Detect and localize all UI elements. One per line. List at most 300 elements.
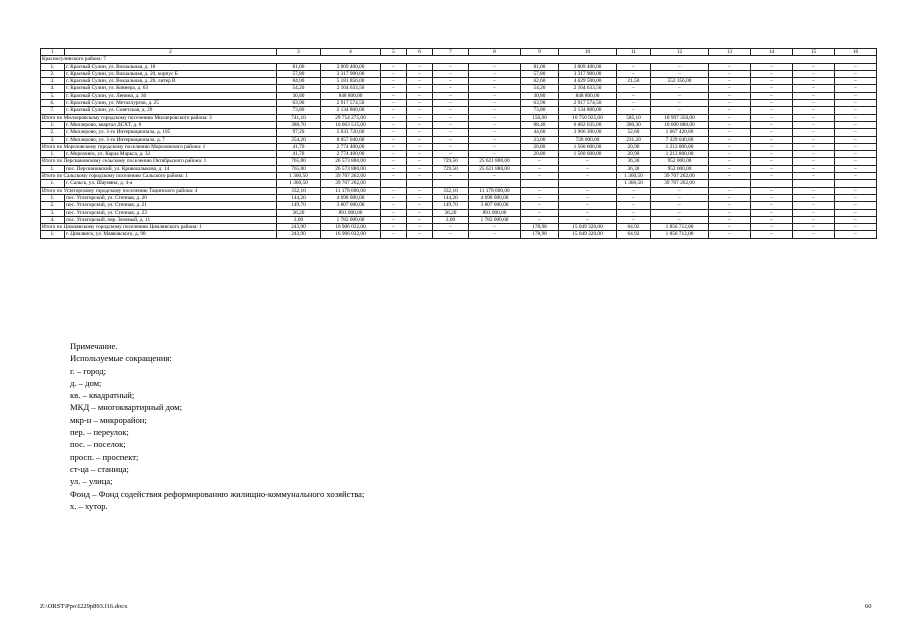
table-cell: 6 062 635,00: [559, 121, 617, 128]
table-cell: 765,80: [277, 158, 321, 165]
table-cell: 54,20: [521, 85, 559, 92]
table-cell: –: [381, 194, 407, 201]
table-cell: –: [407, 63, 433, 70]
table-cell: –: [469, 63, 521, 70]
table-cell: –: [793, 92, 835, 99]
subtotal-row: [41, 114, 877, 121]
table-cell: –: [381, 143, 407, 150]
table-cell: –: [521, 209, 559, 216]
address-cell: пос. Персиановский, ул. Кривошлыкова, д. 14: [65, 165, 277, 172]
table-cell: –: [751, 85, 793, 92]
table-cell: 585,10: [617, 114, 651, 121]
table-cell: 39 707 262,00: [651, 180, 709, 187]
table-cell: 54,20: [277, 85, 321, 92]
table-cell: 11 178 000,00: [469, 187, 521, 194]
table-cell: –: [835, 187, 877, 194]
table-cell: –: [793, 202, 835, 209]
table-cell: –: [835, 202, 877, 209]
table-cell: 2 774 400,00: [321, 143, 381, 150]
table-cell: 88,40: [521, 121, 559, 128]
table-row: [41, 107, 877, 114]
table-cell: –: [709, 158, 751, 165]
address-cell: пос. Углегорский, ул. Степная, д. 23: [65, 209, 277, 216]
table-cell: –: [433, 78, 469, 85]
table-cell: –: [433, 63, 469, 70]
note-line: Используемые сокращения:: [70, 353, 172, 364]
table-cell: –: [381, 187, 407, 194]
subtotal-title: Итого по Персиановскому сельскому поселению Октябрьского района: 1: [41, 158, 277, 165]
table-cell: –: [469, 173, 521, 180]
address-cell: г. Миллерово, ул. 3-го Интернационала, д. 105: [65, 129, 277, 136]
table-cell: 25 621 880,00: [469, 158, 521, 165]
table-cell: 5 633 720,00: [321, 129, 381, 136]
table-cell: 41,70: [277, 143, 321, 150]
table-cell: 149,70: [433, 202, 469, 209]
table-cell: 73,80: [521, 107, 559, 114]
address-cell: г. Красный Сулин, ул. Советская, д. 29: [65, 107, 277, 114]
table-cell: –: [709, 114, 751, 121]
table-cell: –: [793, 231, 835, 238]
table-cell: 848 800,00: [321, 92, 381, 99]
table-cell: [559, 180, 617, 187]
table-cell: –: [793, 136, 835, 143]
table-cell: –: [751, 129, 793, 136]
table-cell: 4 698 000,00: [321, 194, 381, 201]
table-cell: –: [709, 224, 751, 231]
table-cell: 26 573 880,00: [321, 165, 381, 172]
column-number: 15: [793, 49, 835, 56]
table-row: [41, 85, 877, 92]
table-cell: 20,80: [521, 143, 559, 150]
note-line: МКД – многоквартирный дом;: [70, 402, 182, 413]
table-cell: –: [793, 209, 835, 216]
table-cell: –: [651, 70, 709, 77]
table-row: [41, 151, 877, 158]
table-cell: 15 049 320,00: [559, 231, 617, 238]
subtotal-row: [41, 187, 877, 194]
table-cell: 3 009 400,00: [559, 63, 617, 70]
table-cell: –: [469, 114, 521, 121]
table-cell: –: [407, 209, 433, 216]
table-cell: –: [381, 209, 407, 216]
table-row: [41, 129, 877, 136]
table-row: [41, 209, 877, 216]
table-cell: –: [751, 165, 793, 172]
table-cell: –: [751, 231, 793, 238]
table-cell: –: [835, 114, 877, 121]
address-cell: г. Красный Сулин, ул. Ковнера, д. 63: [65, 85, 277, 92]
table-cell: –: [469, 129, 521, 136]
column-number: 10: [559, 49, 617, 56]
table-cell: –: [469, 85, 521, 92]
table-cell: –: [407, 136, 433, 143]
table-cell: –: [835, 194, 877, 201]
table-cell: –: [469, 107, 521, 114]
group-header-row: [41, 56, 877, 63]
table-cell: [469, 180, 521, 187]
table-cell: 3 317 900,00: [321, 70, 381, 77]
table-cell: –: [559, 194, 617, 201]
table-row: [41, 70, 877, 77]
table-cell: 149,70: [277, 202, 321, 209]
table-cell: –: [835, 173, 877, 180]
subtotal-title: Итого по Сальскому городскому поселению Сальского района: 1: [41, 173, 277, 180]
row-index: 6.: [41, 100, 65, 107]
table-cell: –: [407, 216, 433, 223]
table-cell: –: [407, 224, 433, 231]
table-cell: –: [433, 136, 469, 143]
table-cell: –: [381, 151, 407, 158]
row-index: 3.: [41, 136, 65, 143]
table-cell: 388,70: [277, 121, 321, 128]
table-cell: 18 997 350,00: [651, 114, 709, 121]
table-cell: –: [381, 173, 407, 180]
table-cell: 97,20: [277, 129, 321, 136]
table-cell: –: [651, 187, 709, 194]
note-line: д. – дом;: [70, 377, 102, 388]
table-cell: 178,98: [521, 231, 559, 238]
table-cell: –: [835, 231, 877, 238]
table-cell: –: [381, 202, 407, 209]
table-cell: –: [407, 202, 433, 209]
table-cell: 73,80: [277, 107, 321, 114]
table-cell: 11 178 000,00: [321, 187, 381, 194]
table-cell: –: [651, 202, 709, 209]
table-cell: –: [709, 231, 751, 238]
table-row: [41, 216, 877, 223]
table-cell: 765,80: [277, 165, 321, 172]
table-cell: –: [521, 158, 559, 165]
table-row: [41, 136, 877, 143]
table-cell: –: [381, 107, 407, 114]
table-cell: –: [709, 151, 751, 158]
table-cell: 729,50: [433, 158, 469, 165]
row-index: 1.: [41, 151, 65, 158]
abbreviations-note: [70, 340, 364, 512]
table-cell: –: [793, 194, 835, 201]
table-cell: –: [709, 129, 751, 136]
table-cell: –: [651, 92, 709, 99]
table-cell: 36,30: [617, 158, 651, 165]
table-cell: 8 057 040,00: [321, 136, 381, 143]
table-cell: –: [835, 151, 877, 158]
table-cell: –: [617, 216, 651, 223]
table-cell: 1 782 000,00: [321, 216, 381, 223]
table-cell: –: [521, 194, 559, 201]
note-line: пер. – переулок;: [70, 427, 129, 438]
table-cell: –: [469, 231, 521, 238]
table-cell: –: [651, 85, 709, 92]
table-cell: –: [407, 231, 433, 238]
note-line: кв. – квадратный;: [70, 390, 135, 401]
table-cell: 21,50: [617, 78, 651, 85]
address-cell: г. Красный Сулин, ул. Вокзальная, д. 20, корпус Б: [65, 70, 277, 77]
table-cell: –: [433, 92, 469, 99]
table-cell: [433, 180, 469, 187]
table-cell: –: [651, 107, 709, 114]
table-cell: –: [407, 100, 433, 107]
table-cell: –: [835, 209, 877, 216]
subtotal-title: Итого по Морозовскому городскому поселению Морозовского района: 1: [41, 143, 277, 150]
column-number: 16: [835, 49, 877, 56]
table-cell: –: [469, 78, 521, 85]
table-cell: –: [751, 121, 793, 128]
table-cell: –: [433, 100, 469, 107]
column-number: 7: [433, 49, 469, 56]
table-cell: –: [835, 70, 877, 77]
table-cell: 81,00: [277, 63, 321, 70]
table-cell: 10 000 880,00: [651, 121, 709, 128]
table-cell: –: [559, 187, 617, 194]
table-cell: –: [835, 158, 877, 165]
table-cell: 36,20: [277, 209, 321, 216]
table-cell: –: [521, 202, 559, 209]
table-cell: –: [469, 100, 521, 107]
table-cell: 26 573 880,00: [321, 158, 381, 165]
table-cell: –: [407, 129, 433, 136]
address-cell: пос. Углегорский, пер. Зеленый, д. 11: [65, 216, 277, 223]
table-cell: 30,80: [521, 92, 559, 99]
table-cell: 2 774 400,00: [321, 151, 381, 158]
row-index: 4.: [41, 85, 65, 92]
column-number: 3: [277, 49, 321, 56]
table-cell: [751, 180, 793, 187]
table-cell: –: [617, 92, 651, 99]
table-cell: –: [559, 158, 617, 165]
table-cell: –: [469, 136, 521, 143]
table-cell: 300,30: [617, 121, 651, 128]
table-cell: –: [793, 100, 835, 107]
table-cell: 44,60: [521, 129, 559, 136]
table-cell: –: [651, 63, 709, 70]
table-cell: –: [521, 216, 559, 223]
table-cell: –: [433, 151, 469, 158]
subtotal-row: [41, 224, 877, 231]
table-cell: –: [793, 173, 835, 180]
table-row: [41, 194, 877, 201]
table-cell: –: [433, 143, 469, 150]
table-cell: 144,20: [277, 194, 321, 201]
table-cell: 1 560 600,00: [559, 143, 617, 150]
table-cell: –: [709, 63, 751, 70]
table-cell: 2 104 633,50: [559, 85, 617, 92]
address-cell: г. Красный Сулин, ул. Ленина, д. 36: [65, 92, 277, 99]
table-row: [41, 121, 877, 128]
table-cell: –: [835, 136, 877, 143]
row-index: 7.: [41, 107, 65, 114]
table-cell: –: [751, 224, 793, 231]
table-cell: 1 856 712,00: [651, 224, 709, 231]
table-cell: [835, 180, 877, 187]
table-cell: 2,00: [277, 216, 321, 223]
table-cell: –: [709, 107, 751, 114]
table-cell: 52,60: [617, 129, 651, 136]
table-cell: –: [407, 151, 433, 158]
table-cell: –: [617, 202, 651, 209]
address-cell: пос. Углегорский, ул. Степная, д. 21: [65, 202, 277, 209]
table-cell: –: [793, 143, 835, 150]
table-cell: –: [751, 78, 793, 85]
row-index: 3.: [41, 209, 65, 216]
table-cell: –: [559, 202, 617, 209]
note-line: ст-ца – станица;: [70, 463, 129, 474]
column-number: 6: [407, 49, 433, 56]
table-cell: –: [407, 173, 433, 180]
note-line: ул. – улица;: [70, 476, 113, 487]
table-cell: –: [835, 92, 877, 99]
table-cell: 144,20: [433, 194, 469, 201]
note-heading: Примечание.: [70, 341, 118, 351]
table-cell: –: [407, 78, 433, 85]
table-cell: –: [521, 187, 559, 194]
row-index: 1.: [41, 180, 65, 187]
table-cell: 23,00: [521, 136, 559, 143]
table-cell: –: [559, 209, 617, 216]
table-cell: 36,30: [617, 165, 651, 172]
table-cell: –: [751, 158, 793, 165]
table-cell: –: [751, 173, 793, 180]
table-cell: –: [835, 224, 877, 231]
table-cell: 20,90: [617, 151, 651, 158]
table-cell: –: [751, 202, 793, 209]
table-cell: [407, 180, 433, 187]
address-cell: г. Миллерово, ул. 3-го Интернационала, д. 7: [65, 136, 277, 143]
table-cell: –: [469, 151, 521, 158]
table-cell: –: [751, 209, 793, 216]
table-cell: –: [835, 107, 877, 114]
subtotal-title: Итого по Углегорскому городскому поселению Тацинского района: 4: [41, 187, 277, 194]
table-cell: 729,50: [433, 165, 469, 172]
table-cell: –: [751, 114, 793, 121]
table-cell: –: [407, 143, 433, 150]
table-cell: [709, 180, 751, 187]
table-cell: –: [407, 187, 433, 194]
table-cell: 2 917 574,50: [559, 100, 617, 107]
row-index: 1.: [41, 121, 65, 128]
table-cell: –: [793, 70, 835, 77]
table-cell: –: [751, 107, 793, 114]
table-cell: –: [709, 216, 751, 223]
table-cell: –: [835, 85, 877, 92]
table-cell: –: [469, 121, 521, 128]
row-index: 1.: [41, 231, 65, 238]
table-cell: 39 707 262,00: [651, 173, 709, 180]
column-number: 4: [321, 49, 381, 56]
table-cell: –: [651, 216, 709, 223]
table-cell: –: [433, 173, 469, 180]
table-cell: –: [381, 231, 407, 238]
table-cell: –: [433, 121, 469, 128]
table-cell: –: [709, 194, 751, 201]
table-cell: –: [751, 194, 793, 201]
table-cell: –: [835, 165, 877, 172]
table-cell: –: [709, 202, 751, 209]
table-cell: 243,90: [277, 231, 321, 238]
table-cell: –: [407, 92, 433, 99]
table-cell: –: [407, 85, 433, 92]
table-cell: –: [835, 63, 877, 70]
table-cell: 57,80: [277, 70, 321, 77]
table-cell: –: [469, 143, 521, 150]
table-cell: –: [617, 187, 651, 194]
table-row: [41, 231, 877, 238]
subtotal-title: Итого по Цимлянскому городскому поселению Цимлянского района: 1: [41, 224, 277, 231]
table-cell: 81,00: [521, 63, 559, 70]
table-cell: –: [407, 165, 433, 172]
subtotal-row: [41, 158, 877, 165]
table-cell: –: [793, 78, 835, 85]
table-cell: –: [381, 70, 407, 77]
table-cell: 1 360,50: [277, 173, 321, 180]
table-cell: 4 698 000,00: [469, 194, 521, 201]
table-cell: –: [381, 85, 407, 92]
note-line: просп. – проспект;: [70, 451, 139, 462]
column-number: 11: [617, 49, 651, 56]
table-cell: 891 000,00: [469, 209, 521, 216]
table-cell: –: [651, 100, 709, 107]
table-cell: 16 063 515,00: [321, 121, 381, 128]
table-cell: 2 104 633,50: [321, 85, 381, 92]
table-cell: 552 356,00: [651, 78, 709, 85]
table-cell: –: [381, 129, 407, 136]
table-cell: –: [617, 209, 651, 216]
table-cell: 2,00: [433, 216, 469, 223]
table-cell: –: [793, 158, 835, 165]
table-cell: –: [835, 78, 877, 85]
table-cell: –: [469, 92, 521, 99]
table-cell: 156,00: [521, 114, 559, 121]
table-cell: –: [835, 129, 877, 136]
table-cell: –: [381, 224, 407, 231]
table-cell: 1 360,50: [617, 173, 651, 180]
table-cell: –: [751, 151, 793, 158]
table-cell: 39 707 262,00: [321, 173, 381, 180]
table-cell: –: [617, 63, 651, 70]
table-cell: 16 906 032,00: [321, 224, 381, 231]
column-number: 12: [651, 49, 709, 56]
table-cell: 1 213 800,00: [651, 143, 709, 150]
table-cell: 62,60: [521, 78, 559, 85]
address-cell: пос. Углегорский, ул. Степная, д. 20: [65, 194, 277, 201]
table-cell: 1 782 000,00: [469, 216, 521, 223]
table-cell: [521, 180, 559, 187]
table-cell: 5 181 856,00: [321, 78, 381, 85]
table-cell: 231,20: [617, 136, 651, 143]
table-cell: –: [617, 100, 651, 107]
table-cell: –: [835, 216, 877, 223]
table-cell: 1 667 420,00: [651, 129, 709, 136]
table-cell: –: [407, 114, 433, 121]
table-cell: –: [381, 121, 407, 128]
table-cell: –: [433, 107, 469, 114]
table-cell: –: [793, 121, 835, 128]
table-cell: –: [617, 70, 651, 77]
table-cell: –: [651, 209, 709, 216]
table-cell: 84,00: [277, 78, 321, 85]
table-cell: –: [521, 165, 559, 172]
row-index: 4.: [41, 216, 65, 223]
table-cell: –: [709, 78, 751, 85]
table-cell: –: [751, 63, 793, 70]
table-cell: –: [381, 63, 407, 70]
table-cell: 2 917 574,50: [321, 100, 381, 107]
table-cell: –: [751, 70, 793, 77]
table-cell: 3 807 000,00: [469, 202, 521, 209]
table-cell: 41,70: [277, 151, 321, 158]
table-cell: –: [751, 216, 793, 223]
table-cell: –: [651, 194, 709, 201]
note-line: х. – хутор.: [70, 500, 108, 511]
